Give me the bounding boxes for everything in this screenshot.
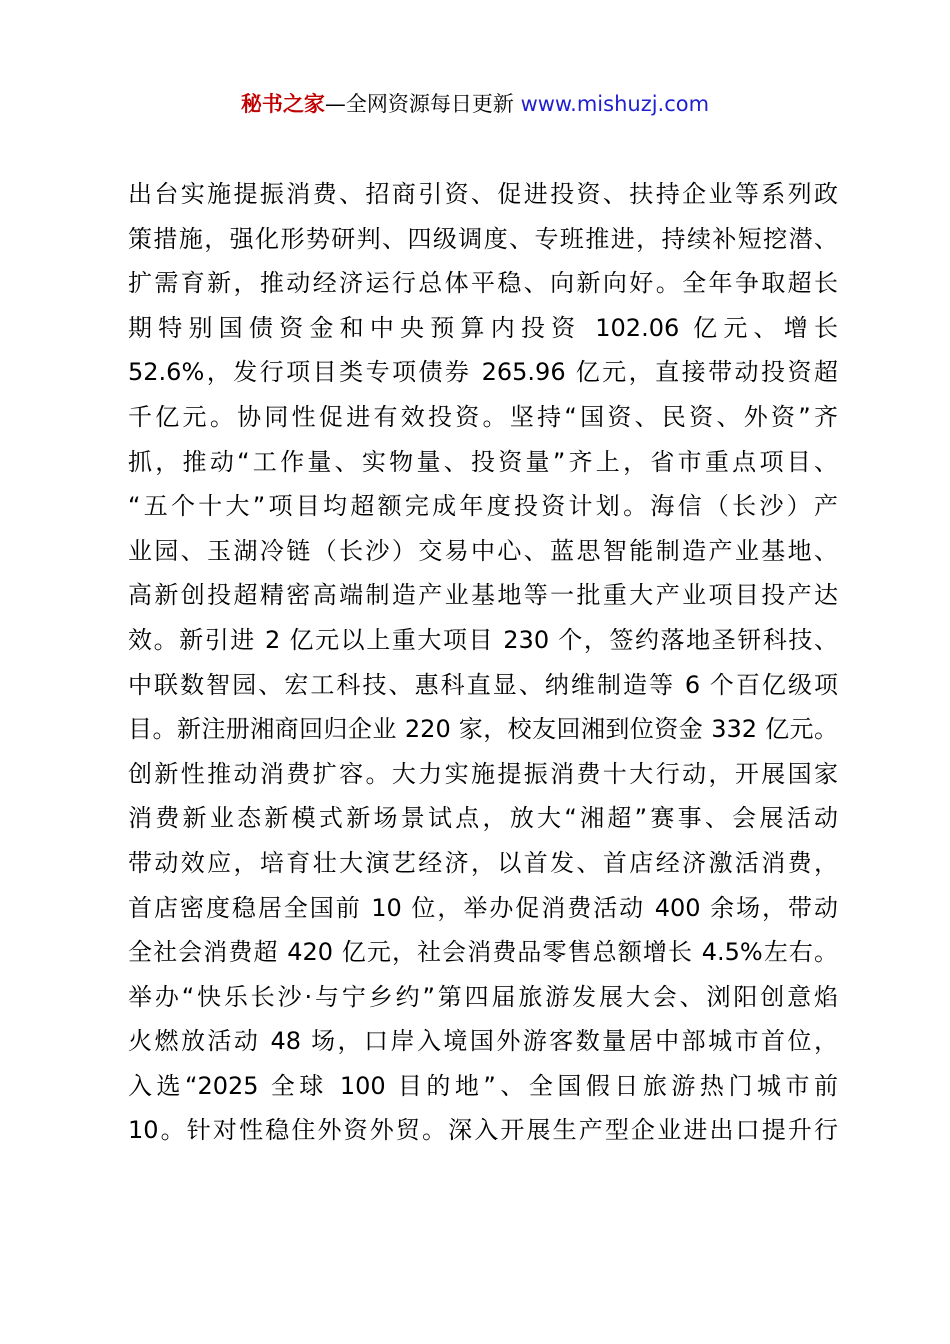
body-line: 抓，推动“工作量、实物量、投资量”齐上，省市重点项目、 (128, 447, 838, 476)
site-url-link[interactable]: www.mishuzj.com (520, 92, 710, 116)
document-body (128, 172, 838, 1153)
body-line: 带动效应，培育壮大演艺经济，以首发、首店经济激活消费， (128, 848, 838, 877)
body-line: 火燃放活动 48 场，口岸入境国外游客数量居中部城市首位， (128, 1027, 838, 1056)
brand-name: 秘书之家 (240, 92, 325, 116)
body-line: 创新性推动消费扩容。大力实施提振消费十大行动，开展国家 (128, 759, 838, 788)
body-line: 中联数智园、宏工科技、惠科直显、纳维制造等 6 个百亿级项 (128, 670, 838, 699)
body-line: 举办“快乐长沙·与宁乡约”第四届旅游发展大会、浏阳创意焰 (128, 982, 838, 1011)
body-line: 策措施，强化形势研判、四级调度、专班推进，持续补短挖潜、 (128, 224, 838, 253)
page-header (0, 86, 950, 122)
body-line: 全社会消费超 420 亿元，社会消费品零售总额增长 4.5%左右。 (128, 938, 838, 967)
body-line: 目。新注册湘商回归企业 220 家，校友回湘到位资金 332 亿元。 (128, 715, 838, 744)
header-tagline: —全网资源每日更新 (324, 92, 521, 116)
body-line: “五个十大”项目均超额完成年度投资计划。海信（长沙）产 (128, 492, 838, 521)
body-line: 高新创投超精密高端制造产业基地等一批重大产业项目投产达 (128, 581, 838, 610)
body-line: 消费新业态新模式新场景试点，放大“湘超”赛事、会展活动 (128, 804, 838, 833)
body-line: 10。针对性稳住外资外贸。深入开展生产型企业进出口提升行 (128, 1116, 838, 1145)
body-line: 期特别国债资金和中央预算内投资 102.06 亿元、增长 (128, 313, 838, 342)
body-line: 首店密度稳居全国前 10 位，举办促消费活动 400 余场，带动 (128, 893, 838, 922)
body-line: 效。新引进 2 亿元以上重大项目 230 个，签约落地圣钘科技、 (128, 625, 838, 654)
body-line: 千亿元。协同性促进有效投资。坚持“国资、民资、外资”齐 (128, 402, 838, 431)
body-line: 52.6%，发行项目类专项债券 265.96 亿元，直接带动投资超 (128, 358, 838, 387)
body-line: 扩需育新，推动经济运行总体平稳、向新向好。全年争取超长 (128, 269, 838, 298)
body-line: 业园、玉湖冷链（长沙）交易中心、蓝思智能制造产业基地、 (128, 536, 838, 565)
body-line: 出台实施提振消费、招商引资、促进投资、扶持企业等系列政 (128, 180, 838, 208)
body-line: 入选“2025 全球 100 目的地”、全国假日旅游热门城市前 (128, 1071, 838, 1100)
